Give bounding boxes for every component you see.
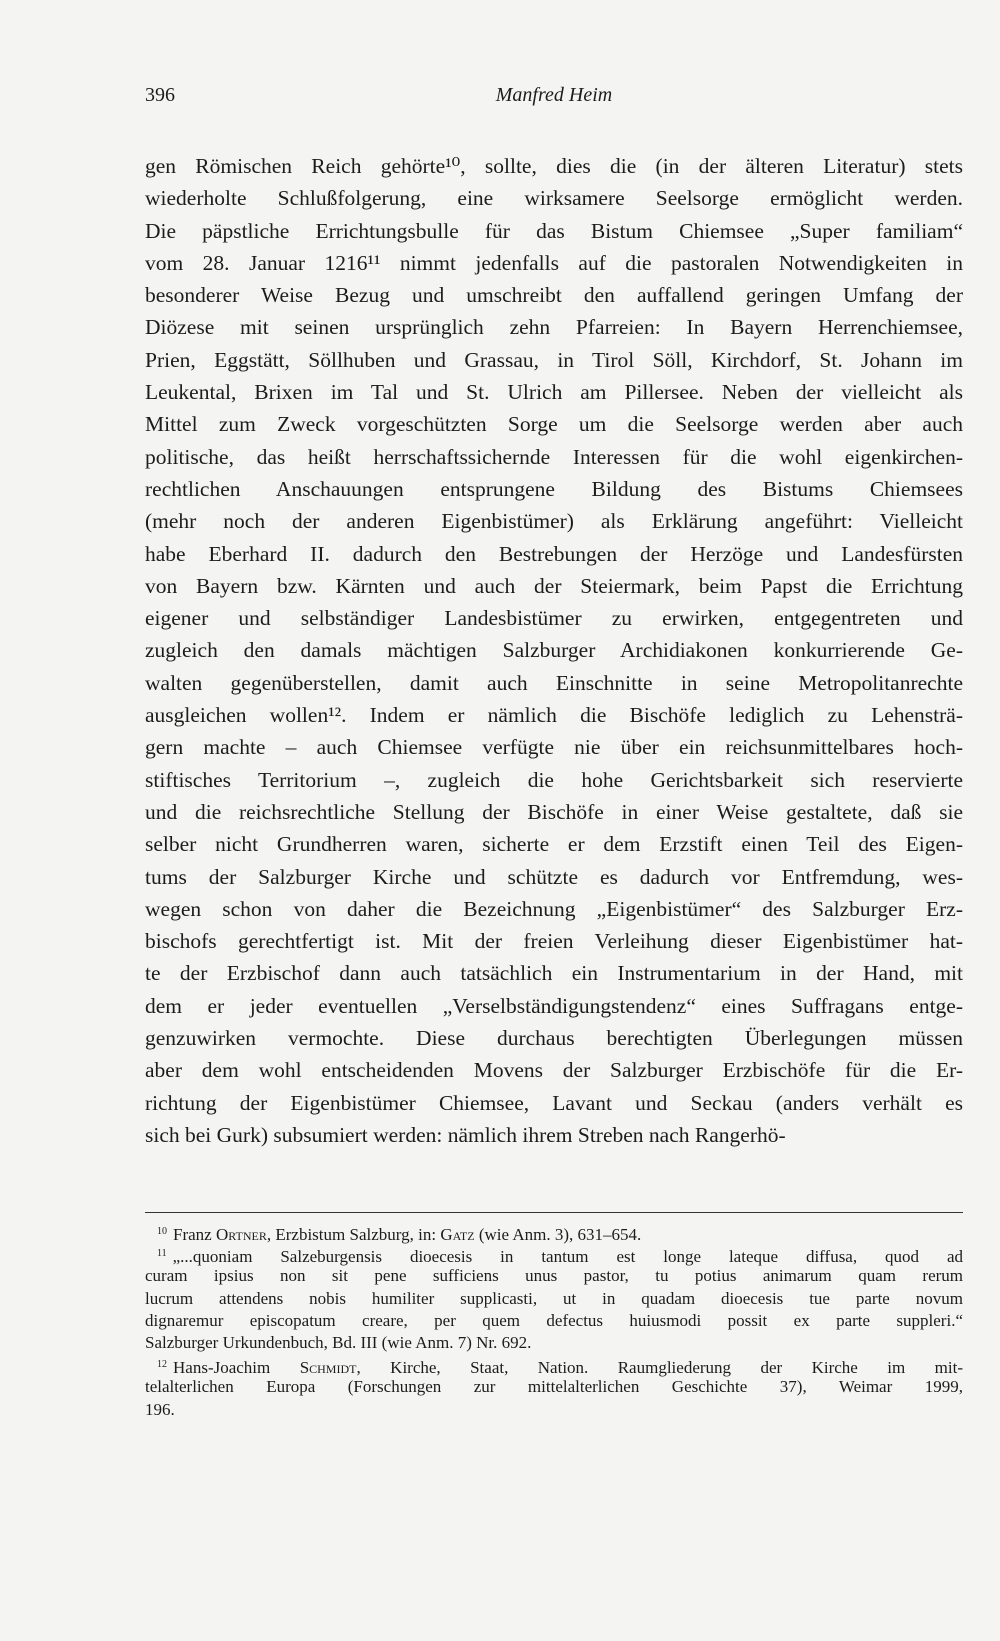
text-line: rechtlichen Anschauungen entsprungene Bildung des Bistums Chiemsees bbox=[145, 476, 963, 501]
text-line: bischofs gerechtfertigt ist. Mit der freien Verleihung dieser Eigenbistümer hat- bbox=[145, 929, 963, 954]
text-line: ausgleichen wollen¹². Indem er nämlich die Bischöfe lediglich zu Lehensträ- bbox=[145, 703, 963, 728]
footnote-line: lucrum attendens nobis humiliter supplicasti, ut in quadam dioecesis tue parte novum bbox=[145, 1288, 963, 1308]
running-title: Manfred Heim bbox=[495, 84, 613, 106]
footnote-11: $^{11}$ „...quoniam Salzeburgensis dioecesis in tantum est longe lateque diffusa, quod ad bbox=[157, 1247, 963, 1267]
text-line: eigener und selbständiger Landesbistümer zu erwirken, entgegentreten und bbox=[145, 606, 963, 631]
text-line: gen Römischen Reich gehörte¹⁰, sollte, dies die (in der älteren Literatur) stets bbox=[145, 154, 963, 178]
footnote-author: Schmidt bbox=[299, 1358, 357, 1378]
text-line: wegen schon von daher die Bezeichnung „Eigenbistümer“ des Salzburger Erz- bbox=[145, 896, 963, 921]
text-line: zugleich den damals mächtigen Salzburger Archidiakonen konkurrierende Ge- bbox=[145, 638, 963, 663]
text-line: selber nicht Grundherren waren, sicherte er dem Erzstift einen Teil des Eigen- bbox=[145, 832, 963, 857]
text-line: Prien, Eggstätt, Söllhuben und Grassau, in Tirol Söll, Kirchdorf, St. Johann im bbox=[145, 347, 963, 372]
text-line: richtung der Eigenbistümer Chiemsee, Lavant und Seckau (anders verhält es bbox=[145, 1090, 963, 1115]
text-line: sich bei Gurk) subsumiert werden: nämlich ihrem Streben nach Rangerhö- bbox=[145, 1122, 786, 1147]
page-header bbox=[145, 84, 963, 114]
text-line: habe Eberhard II. dadurch den Bestrebungen der Herzöge und Landesfürsten bbox=[145, 541, 963, 566]
text-line: aber dem wohl entscheidenden Movens der Salzburger Erzbischöfe für die Er- bbox=[145, 1058, 963, 1083]
footnote-author: Ortner bbox=[215, 1225, 267, 1244]
footnote-number: 10 bbox=[157, 1226, 167, 1237]
footnote-10: $^{10}$ Franz Ortner, Erzbistum Salzburg, in: Gatz (wie Anm. 3), 631–654. bbox=[157, 1225, 642, 1244]
text-line: Die päpstliche Errichtungsbulle für das Bistum Chiemsee „Super familiam“ bbox=[145, 218, 963, 243]
text-line: politische, das heißt herrschaftssichernde Interessen für die wohl eigenkirchen- bbox=[145, 444, 963, 469]
text-line: von Bayern bzw. Kärnten und auch der Steiermark, beim Papst die Errichtung bbox=[145, 573, 963, 598]
footnote-divider bbox=[145, 1212, 963, 1213]
footnote-number: 11 bbox=[157, 1248, 167, 1260]
text-line: vom 28. Januar 1216¹¹ nimmt jedenfalls auf die pastoralen Notwendigkeiten in bbox=[145, 250, 963, 275]
text-line: besonderer Weise Bezug und umschreibt den auffallend geringen Umfang der bbox=[145, 283, 963, 308]
text-line: und die reichsrechtliche Stellung der Bischöfe in einer Weise gestaltete, daß sie bbox=[145, 799, 963, 824]
text-line: wiederholte Schlußfolgerung, eine wirksamere Seelsorge ermöglicht werden. bbox=[145, 186, 963, 211]
text-line: gern machte – auch Chiemsee verfügte nie über ein reichsunmittelbares hoch- bbox=[145, 735, 963, 760]
footnote-line: Salzburger Urkundenbuch, Bd. III (wie Anm. 7) Nr. 692. bbox=[145, 1332, 532, 1352]
text-line: Diözese mit seinen ursprünglich zehn Pfarreien: In Bayern Herrenchiemsee, bbox=[145, 315, 963, 340]
text-line: te der Erzbischof dann auch tatsächlich ein Instrumentarium in der Hand, mit bbox=[145, 961, 963, 986]
footnote-line: telalterlichen Europa (Forschungen zur mittelalterlichen Geschichte 37), Weimar 1999, bbox=[145, 1377, 963, 1397]
main-text bbox=[145, 150, 963, 1151]
footnote-line: dignaremur episcopatum creare, per quem defectus huiusmodi possit ex parte suppleri.“ bbox=[145, 1310, 963, 1330]
footnote-line: curam ipsius non sit pene sufficiens unus pastor, tu potius animarum quam rerum bbox=[145, 1266, 963, 1286]
text-line: tums der Salzburger Kirche und schützte es dadurch vor Entfremdung, wes- bbox=[145, 864, 963, 889]
text-line: (mehr noch der anderen Eigenbistümer) als Erklärung angeführt: Vielleicht bbox=[145, 509, 963, 534]
text-line: walten gegenüberstellen, damit auch Einschnitte in seine Metropolitanrechte bbox=[145, 670, 963, 695]
footnote-12: $^{12}$ Hans-Joachim Schmidt, Kirche, Staat, Nation. Raumgliederung der Kirche im mit- bbox=[157, 1358, 963, 1378]
text-line: genzuwirken vermochte. Diese durchaus berechtigten Überlegungen müssen bbox=[145, 1026, 963, 1051]
text-line: Leukental, Brixen im Tal und St. Ulrich am Pillersee. Neben der vielleicht als bbox=[145, 380, 963, 405]
footnote-editor: Gatz bbox=[440, 1225, 475, 1244]
footnote-number: 12 bbox=[157, 1359, 167, 1371]
footnote-line: 196. bbox=[145, 1399, 175, 1419]
page-number: 396 bbox=[145, 84, 175, 106]
text-line: dem er jeder eventuellen „Verselbständigungstendenz“ eines Suffragans entge- bbox=[145, 993, 963, 1018]
footnotes bbox=[145, 1221, 963, 1421]
text-line: Mittel zum Zweck vorgeschützten Sorge um die Seelsorge werden aber auch bbox=[145, 412, 963, 437]
text-line: stiftisches Territorium –, zugleich die hohe Gerichtsbarkeit sich reservierte bbox=[145, 767, 963, 792]
